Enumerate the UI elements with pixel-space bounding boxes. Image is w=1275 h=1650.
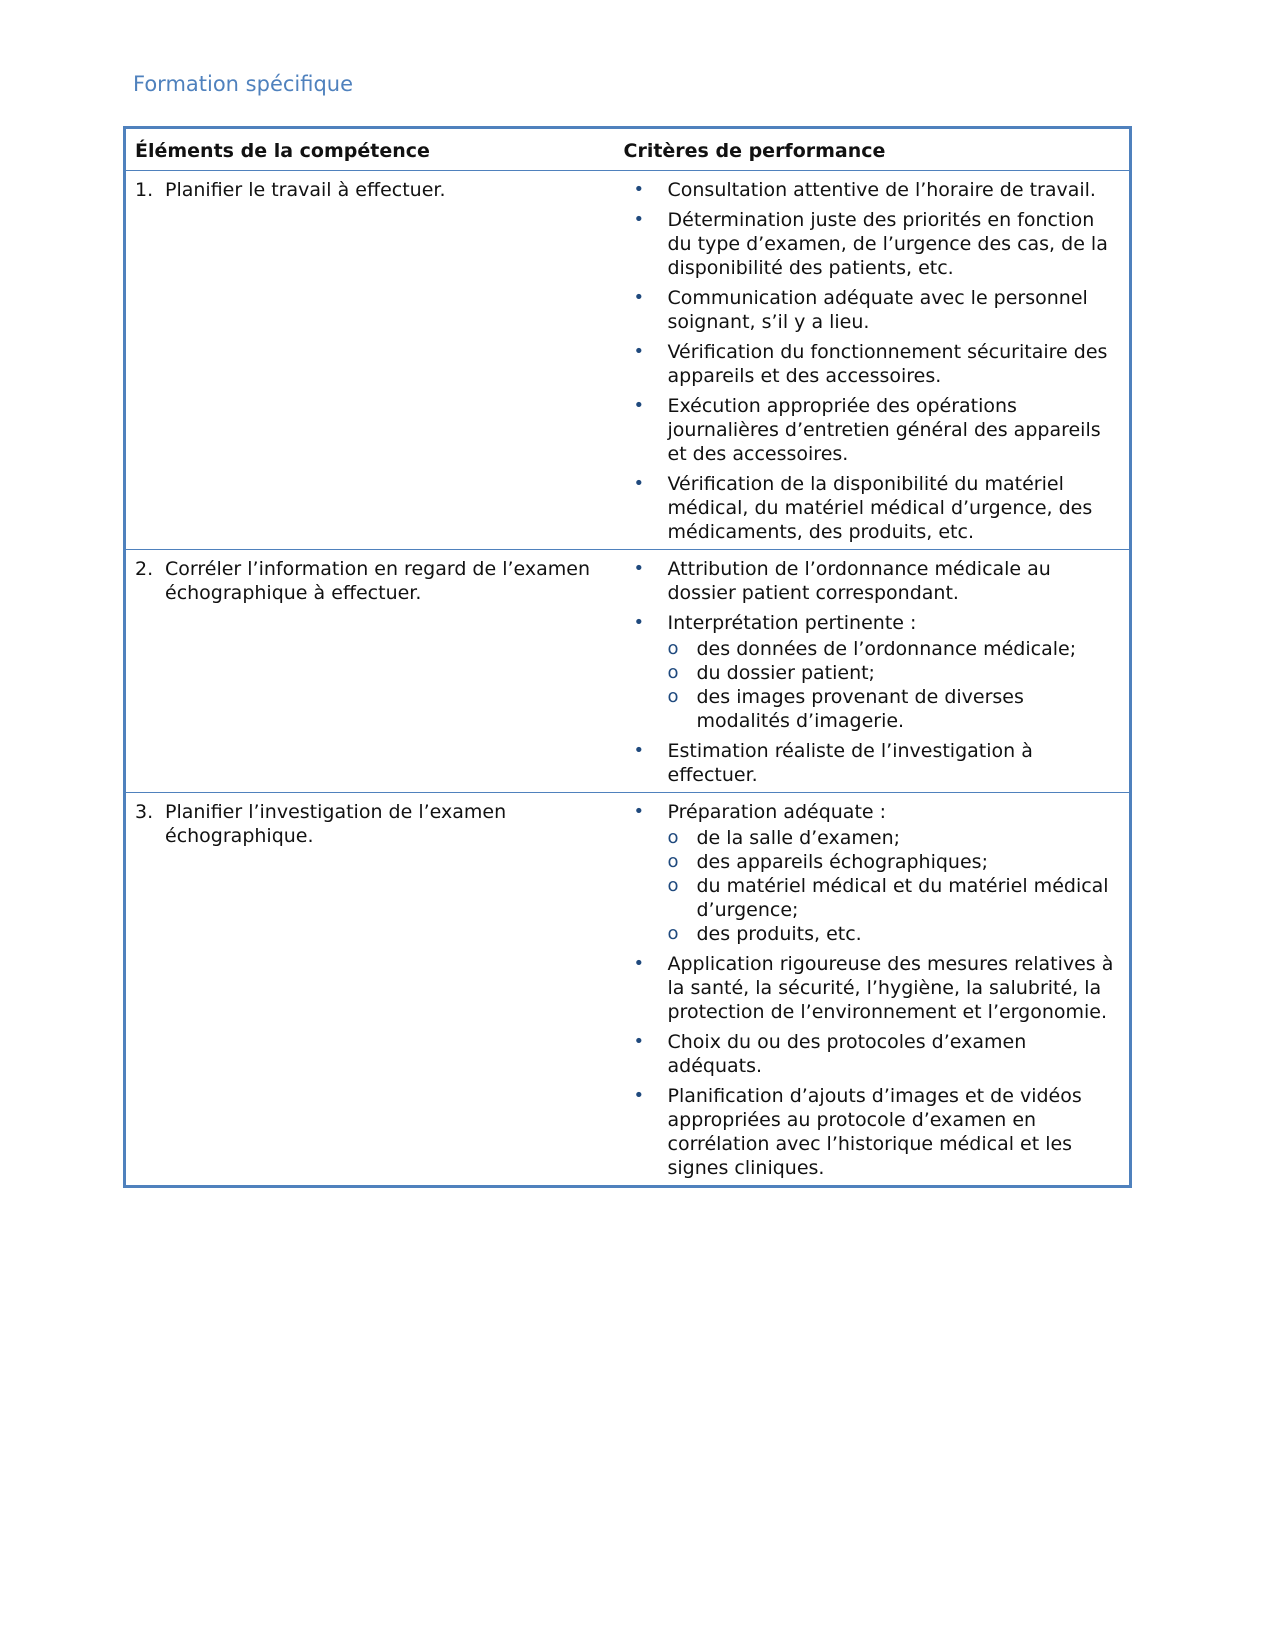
section-title: Formation spécifique	[133, 72, 354, 96]
criterion-item	[624, 286, 1122, 334]
element-number: 2.	[135, 558, 154, 580]
sub-item	[668, 874, 1122, 922]
criterion-item	[624, 800, 1122, 946]
circle-bullet-icon: o	[667, 662, 679, 683]
sub-item-text: de la salle d’examen;	[696, 827, 901, 849]
sub-item	[668, 661, 1122, 685]
criterion-item	[624, 1030, 1122, 1078]
sub-list	[668, 637, 1122, 733]
criterion-item	[624, 611, 1122, 733]
sub-item-text: des images provenant de diverses modalités d’imagerie.	[696, 686, 1024, 732]
criterion-item	[624, 340, 1122, 388]
bullet-icon: •	[633, 953, 645, 974]
criterion-item	[624, 952, 1122, 1024]
bullet-icon: •	[633, 287, 645, 308]
circle-bullet-icon: o	[667, 875, 679, 896]
element-text: Planifier le travail à effectuer.	[165, 179, 446, 201]
table-row	[125, 793, 1131, 1187]
circle-bullet-icon: o	[667, 827, 679, 848]
sub-item	[668, 922, 1122, 946]
criterion-item	[624, 739, 1122, 787]
bullet-icon: •	[633, 473, 645, 494]
table-header-row	[125, 128, 1131, 171]
criterion-text: Exécution appropriée des opérations journalières d’entretien général des appareils et des accessoires.	[667, 395, 1101, 465]
bullet-icon: •	[633, 801, 645, 822]
sub-item-text: des appareils échographiques;	[696, 851, 988, 873]
element-text: Planifier l’investigation de l’examen échographique.	[165, 801, 507, 847]
criterion-text: Préparation adéquate :	[667, 801, 887, 823]
bullet-icon: •	[633, 740, 645, 761]
circle-bullet-icon: o	[667, 851, 679, 872]
criteria-list	[624, 557, 1122, 787]
element-item	[135, 178, 607, 202]
criterion-text: Application rigoureuse des mesures relatives à la santé, la sécurité, l’hygiène, la salubrité, la protection de l’environnement et l’ergonomie.	[667, 953, 1114, 1023]
criterion-item	[624, 394, 1122, 466]
sub-list	[668, 826, 1122, 946]
element-item	[135, 557, 607, 605]
bullet-icon: •	[633, 209, 645, 230]
criteria-cell	[615, 550, 1131, 793]
element-cell	[125, 171, 615, 550]
sub-item	[668, 685, 1122, 733]
bullet-icon: •	[633, 341, 645, 362]
criterion-text: Choix du ou des protocoles d’examen adéquats.	[667, 1031, 1027, 1077]
header-elements: Éléments de la compétence	[125, 128, 615, 171]
table-row	[125, 550, 1131, 793]
criterion-item	[624, 208, 1122, 280]
element-number: 3.	[135, 801, 154, 823]
criteria-cell	[615, 793, 1131, 1187]
criteria-list	[624, 800, 1122, 1180]
criteria-cell	[615, 171, 1131, 550]
criteria-list	[624, 178, 1122, 544]
element-item	[135, 800, 607, 848]
sub-item-text: du dossier patient;	[696, 662, 875, 684]
element-text: Corréler l’information en regard de l’examen échographique à effectuer.	[165, 558, 591, 604]
sub-item-text: du matériel médical et du matériel médical d’urgence;	[696, 875, 1109, 921]
sub-item	[668, 850, 1122, 874]
sub-item-text: des produits, etc.	[696, 923, 862, 945]
criterion-text: Détermination juste des priorités en fonction du type d’examen, de l’urgence des cas, de la disponibilité des patients, etc.	[667, 209, 1108, 279]
criterion-text: Interprétation pertinente :	[667, 612, 917, 634]
sub-item	[668, 826, 1122, 850]
element-cell	[125, 550, 615, 793]
bullet-icon: •	[633, 179, 645, 200]
sub-item-text: des données de l’ordonnance médicale;	[696, 638, 1077, 660]
criterion-item	[624, 557, 1122, 605]
bullet-icon: •	[633, 1085, 645, 1106]
element-number: 1.	[135, 179, 154, 201]
criterion-item	[624, 472, 1122, 544]
circle-bullet-icon: o	[667, 638, 679, 659]
criterion-text: Vérification de la disponibilité du matériel médical, du matériel médical d’urgence, des médicaments, des produits, etc.	[667, 473, 1093, 543]
circle-bullet-icon: o	[667, 686, 679, 707]
table-row	[125, 171, 1131, 550]
element-cell	[125, 793, 615, 1187]
bullet-icon: •	[633, 1031, 645, 1052]
criterion-text: Communication adéquate avec le personnel soignant, s’il y a lieu.	[667, 287, 1088, 333]
criterion-text: Attribution de l’ordonnance médicale au dossier patient correspondant.	[667, 558, 1051, 604]
bullet-icon: •	[633, 395, 645, 416]
header-criteria: Critères de performance	[615, 128, 1131, 171]
criterion-item	[624, 1084, 1122, 1180]
criterion-item	[624, 178, 1122, 202]
criterion-text: Vérification du fonctionnement sécuritaire des appareils et des accessoires.	[667, 341, 1108, 387]
bullet-icon: •	[633, 612, 645, 633]
competence-table	[123, 126, 1132, 1188]
sub-item	[668, 637, 1122, 661]
circle-bullet-icon: o	[667, 923, 679, 944]
criterion-text: Planification d’ajouts d’images et de vidéos appropriées au protocole d’examen en corrélation avec l’historique médical et les signes cliniques.	[667, 1085, 1082, 1179]
criterion-text: Consultation attentive de l’horaire de travail.	[667, 179, 1096, 201]
criterion-text: Estimation réaliste de l’investigation à effectuer.	[667, 740, 1033, 786]
bullet-icon: •	[633, 558, 645, 579]
